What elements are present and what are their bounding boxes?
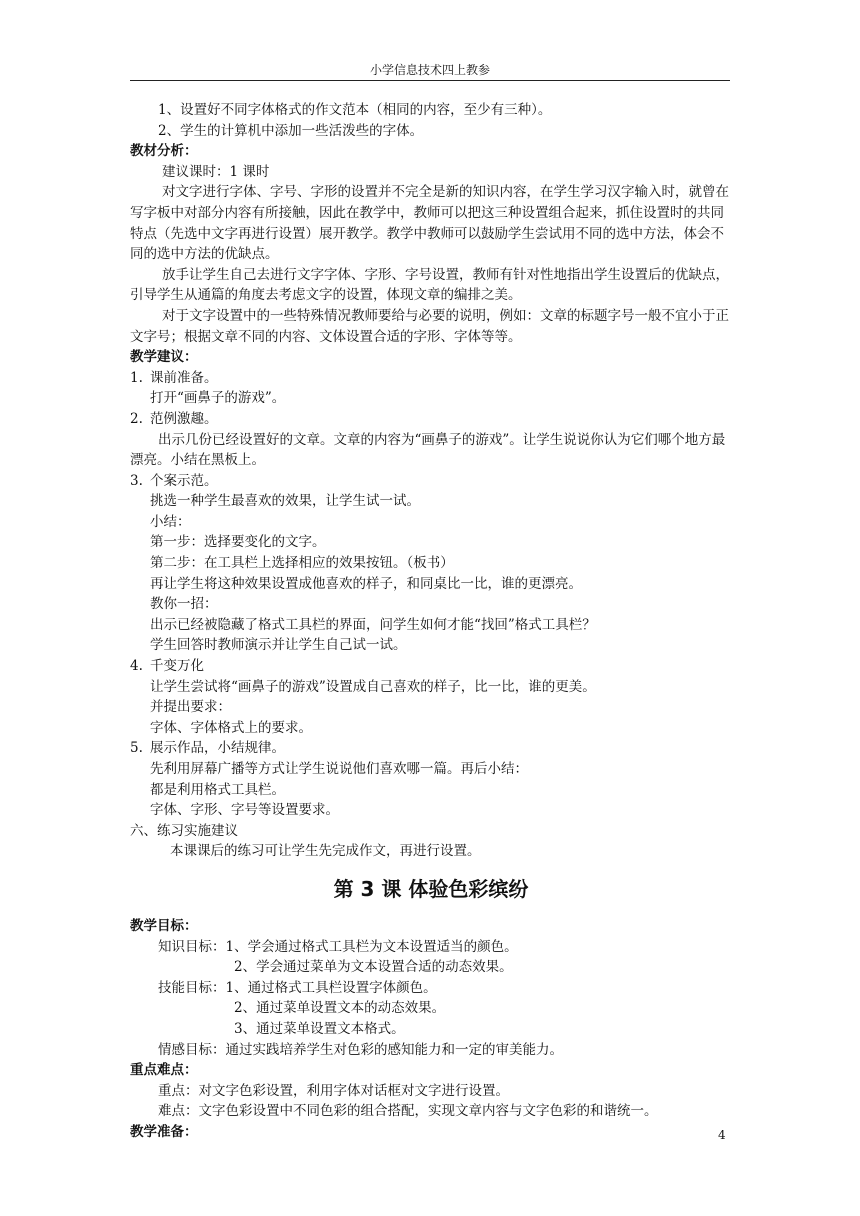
step-number: 3. [130,472,143,489]
step-line: 字体、字形、字号等设置要求。 [150,802,339,819]
step-line: 教你一招： [150,596,218,613]
page-header: 小学信息技术四上教参 [369,63,490,77]
skill-goal-cont: 3、通过菜单设置文本格式。 [234,1020,405,1037]
lesson-title: 第 3 课 体验色彩缤纷 [333,876,529,901]
analysis-paragraph: 对于文字设置中的一些特殊情况教师要给与必要的说明，例如：文章的标题字号一般不宜小于正文字号；根据文章不同的内容、文体设置合适的字形、字体等等。 [130,307,729,345]
analysis-paragraph: 对文字进行字体、字号、字形的设置并不完全是新的知识内容，在学生学习汉字输入时，就曾在写字板中对部分内容有所接触，因此在教学中，教师可以把这三种设置组合起来，抓住设置时的共同特点（先选中文字再进行设置）展开教学。教学中教师可以鼓励学生尝试用不同的选中方法，体会不同的选中方法的优缺点。 [130,184,729,263]
step-title: 4. 千变万化 [130,656,732,677]
step-title: 1. 课前准备。 [130,368,732,389]
step-line: 挑选一种学生最喜欢的效果，让学生试一试。 [150,493,420,510]
step-line: 第二步：在工具栏上选择相应的效果按钮。（板书） [150,555,454,572]
step-line: 小结： [150,513,191,530]
step-number: 2. [130,410,143,427]
step-title: 5. 展示作品，小结规律。 [130,738,732,759]
step-title: 3. 个案示范。 [130,471,732,492]
key-point: 重点：对文字色彩设置，利用字体对话框对文字进行设置。 [158,1082,509,1099]
goals-heading: 教学目标： [130,917,198,934]
suggestions-heading: 教学建议： [130,349,198,366]
header-rule [130,80,730,81]
page-number: 4 [718,1128,726,1142]
emotion-goal: 情感目标：通过实践培养学生对色彩的感知能力和一定的审美能力。 [158,1041,563,1058]
step-line: 字体、字体格式上的要求。 [150,719,312,736]
step-title: 2. 范例激趣。 [130,409,732,430]
step-line: 学生回答时教师演示并让学生自己试一试。 [150,637,407,654]
difficulty: 难点：文字色彩设置中不同色彩的组合搭配，实现文章内容与文字色彩的和谐统一。 [158,1103,658,1120]
analysis-hours: 建议课时：1 课时 [162,163,270,180]
knowledge-goal-cont: 2、学会通过菜单为文本设置合适的动态效果。 [234,959,513,976]
step-line: 都是利用格式工具栏。 [150,781,285,798]
step-line: 并提出要求： [150,699,231,716]
prep-item: 2、学生的计算机中添加一些活泼些的字体。 [158,122,424,139]
step-number: 1. [130,369,143,386]
step-line: 再让学生将这种效果设置成他喜欢的样子，和同桌比一比，谁的更漂亮。 [150,575,582,592]
step-line: 先利用屏幕广播等方式让学生说说他们喜欢哪一篇。再后小结： [150,761,528,777]
step-line: 让学生尝试将“画鼻子的游戏”设置成自己喜欢的样子，比一比，谁的更美。 [150,678,596,695]
step-line: 出示已经被隐藏了格式工具栏的界面，问学生如何才能“找回”格式工具栏？ [150,616,596,633]
page-body [130,100,732,1143]
step-number: 4. [130,658,143,675]
prep-heading: 教学准备： [130,1123,198,1140]
practice-text: 本课课后的练习可让学生先完成作文，再进行设置。 [170,843,481,860]
step-line: 打开“画鼻子的游戏”。 [150,390,286,407]
analysis-paragraph: 放手让学生自己去进行文字字体、字形、字号设置，教师有针对性地指出学生设置后的优缺点，引导学生从通篇的角度去考虑文字的设置，体现文章的编排之美。 [130,266,729,304]
skill-goal-cont: 2、通过菜单设置文本的动态效果。 [234,1000,446,1017]
knowledge-goal: 知识目标：1、学会通过格式工具栏为文本设置适当的颜色。 [158,938,518,955]
step-number: 5. [130,740,143,757]
step-paragraph: 出示几份已经设置好的文章。文章的内容为“画鼻子的游戏”。让学生说说你认为它们哪个地方最漂亮。小结在黑板上。 [130,431,726,469]
analysis-heading: 教材分析： [130,143,198,160]
practice-heading: 六、练习实施建议 [130,822,238,839]
prep-item: 1、设置好不同字体格式的作文范本（相同的内容，至少有三种）。 [158,102,552,118]
key-heading: 重点难点： [130,1062,198,1079]
step-line: 第一步：选择要变化的文字。 [150,534,326,551]
skill-goal: 技能目标：1、通过格式工具栏设置字体颜色。 [158,979,437,996]
